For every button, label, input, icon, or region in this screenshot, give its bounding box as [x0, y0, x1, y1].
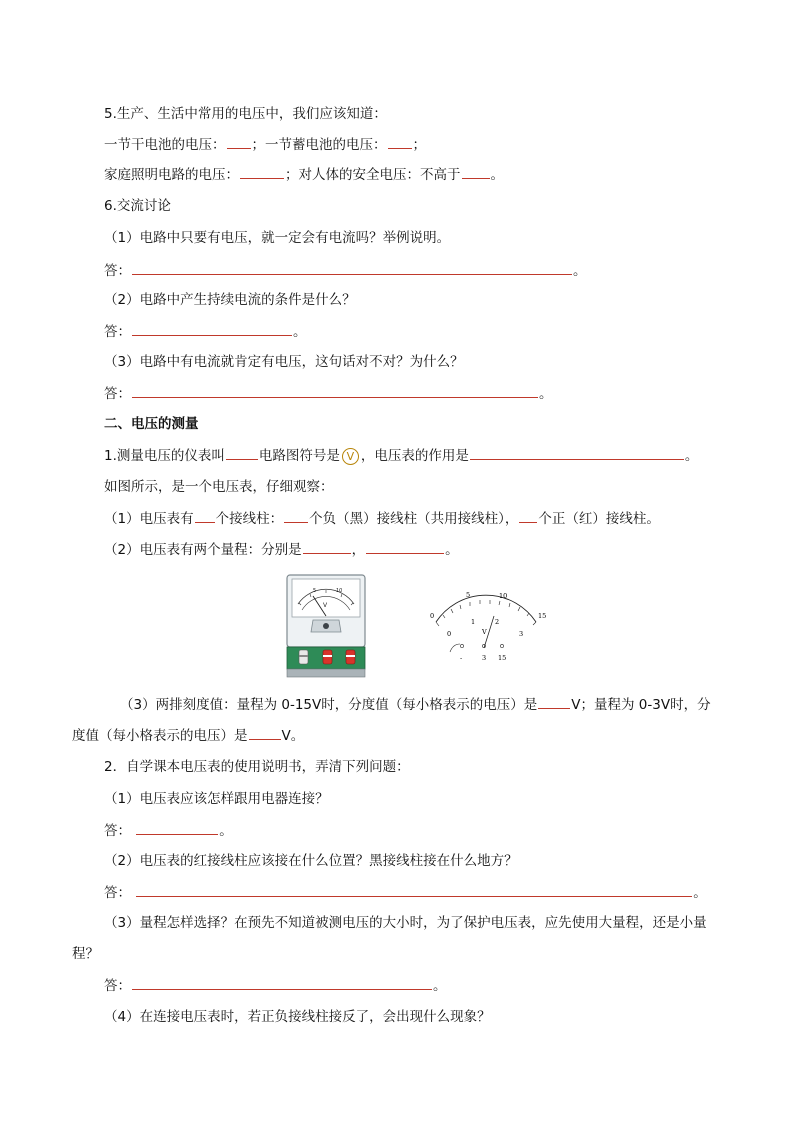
- m1-end: 。: [684, 448, 699, 464]
- answer-label: 答：: [104, 978, 131, 994]
- blank-division-3[interactable]: [249, 725, 281, 740]
- dial-bottom-2: 2: [495, 618, 500, 626]
- answer-blank[interactable]: [132, 260, 572, 275]
- dial-top-10: 10: [499, 592, 508, 600]
- m2-3-question-a: （3）量程怎样选择？在预先不知道被测电压的大小时，为了保护电压表，应先使用大量程，还是小量: [104, 915, 707, 931]
- photo-tick-5: 5: [313, 588, 317, 594]
- m1-1-line: [104, 508, 660, 529]
- blank-safe-voltage[interactable]: [462, 164, 490, 179]
- m1-1-a: （1）电压表有: [104, 511, 194, 527]
- terminal-negative: -: [460, 654, 463, 662]
- m2-1-answer: [104, 820, 233, 841]
- dial-bottom-0: 0: [447, 630, 452, 638]
- period: 。: [293, 324, 307, 340]
- answer-blank[interactable]: [132, 975, 432, 990]
- period: 。: [539, 386, 553, 402]
- dial-bottom-1: 1: [471, 618, 476, 626]
- q5-a-mid: ；一节蓄电池的电压：: [251, 137, 387, 153]
- q5-home-line: [104, 164, 504, 185]
- m2-3-question-b: 程？: [72, 946, 99, 962]
- section-2-title: 二、电压的测量: [104, 416, 199, 432]
- blank-positive-count[interactable]: [519, 508, 537, 523]
- answer-blank[interactable]: [132, 321, 292, 336]
- photo-unit-v: V: [323, 602, 328, 609]
- m2-4-question: （4）在连接电压表时，若正负接线柱接反了，会出现什么现象？: [104, 1009, 491, 1025]
- q5-b-prefix: 家庭照明电路的电压：: [104, 167, 239, 183]
- figure-intro: 如图所示，是一个电压表，仔细观察：: [104, 479, 334, 495]
- photo-tick-10: 10: [336, 588, 343, 594]
- blank-meter-name[interactable]: [226, 445, 258, 460]
- q6-2-answer: [104, 321, 307, 342]
- m1-3-b: V；量程为 0-3V时，分: [571, 697, 711, 713]
- m1-1-d: 个正（红）接线柱。: [538, 511, 660, 527]
- answer-label: 答：: [104, 386, 131, 402]
- voltmeter-photo: [283, 574, 371, 680]
- m1-3-line-a: [120, 694, 711, 715]
- blank-home-voltage[interactable]: [240, 164, 284, 179]
- q6-1-question: （1）电路中只要有电压，就一定会有电流吗？举例说明。: [104, 230, 451, 246]
- dial-bottom-3: 3: [519, 630, 524, 638]
- blank-range-1[interactable]: [303, 539, 351, 554]
- blank-division-15[interactable]: [538, 694, 570, 709]
- voltmeter-dial-diagram: [428, 588, 548, 668]
- q5-a-end: ；: [412, 137, 426, 153]
- m1-prefix: 1.测量电压的仪表叫: [104, 448, 225, 464]
- q5-b-end: 。: [490, 167, 504, 183]
- blank-negative-count[interactable]: [284, 508, 308, 523]
- blank-terminal-count[interactable]: [195, 508, 215, 523]
- q6-3-question: （3）电路中有电流就肯定有电压，这句话对不对？为什么？: [104, 354, 464, 370]
- dial-top-0: 0: [430, 612, 435, 620]
- q5-title: 5.生产、生活中常用的电压中，我们应该知道：: [104, 106, 387, 122]
- m1-after: ，电压表的作用是: [360, 448, 469, 464]
- terminals: [299, 650, 355, 664]
- m1-2-line: [104, 539, 459, 560]
- q5-a-prefix: 一节干电池的电压：: [104, 137, 226, 153]
- m1-3-c: 度值（每小格表示的电压）是: [72, 728, 248, 744]
- m1-1-b: 个接线柱：: [215, 511, 284, 527]
- q6-2-question: （2）电路中产生持续电流的条件是什么？: [104, 292, 356, 308]
- dial-top-15: 15: [538, 612, 547, 620]
- m1-mid: 电路图符号是: [258, 448, 340, 464]
- period: 。: [573, 263, 587, 279]
- m1-3-d: V。: [281, 728, 305, 744]
- dial-unit-v: V: [482, 628, 487, 636]
- answer-label: 答：: [104, 263, 131, 279]
- terminal-3: 3: [482, 654, 487, 662]
- m2-title: 2．自学课本电压表的使用说明书，弄清下列问题：: [104, 759, 410, 775]
- answer-blank[interactable]: [136, 882, 692, 897]
- answer-label: 答：: [104, 324, 131, 340]
- period: 。: [693, 885, 707, 901]
- q6-1-answer: [104, 260, 587, 281]
- m1-2-b: ，: [351, 542, 366, 558]
- voltmeter-symbol-icon: V: [342, 448, 359, 465]
- q6-3-answer: [104, 383, 553, 404]
- m1-3-line-b: [72, 725, 304, 746]
- m1-2-c: 。: [445, 542, 459, 558]
- period: 。: [433, 978, 447, 994]
- m1-3-a: （3）两排刻度值：量程为 0-15V时，分度值（每小格表示的电压）是: [120, 697, 538, 713]
- answer-blank[interactable]: [136, 820, 218, 835]
- terminal-15: 15: [498, 654, 507, 662]
- blank-range-2[interactable]: [366, 539, 444, 554]
- q5-battery-line: [104, 134, 426, 155]
- answer-label: 答：: [104, 823, 131, 839]
- m2-2-answer: [104, 882, 707, 903]
- q5-b-mid: ；对人体的安全电压：不高于: [285, 167, 461, 183]
- q6-title: 6.交流讨论: [104, 198, 171, 214]
- blank-storage-cell[interactable]: [388, 134, 412, 149]
- blank-meter-function[interactable]: [470, 445, 684, 460]
- blank-dry-cell[interactable]: [227, 134, 251, 149]
- m2-2-question: （2）电压表的红接线柱应该接在什么位置？黑接线柱接在什么地方？: [104, 853, 518, 869]
- answer-label: 答：: [104, 885, 131, 901]
- m2-1-question: （1）电压表应该怎样跟用电器连接？: [104, 791, 329, 807]
- answer-blank[interactable]: [132, 383, 538, 398]
- period: 。: [219, 823, 233, 839]
- m1-2-a: （2）电压表有两个量程：分别是: [104, 542, 302, 558]
- m1-line: [104, 445, 698, 466]
- m2-3-answer: [104, 975, 447, 996]
- dial-top-5: 5: [466, 591, 471, 599]
- m1-1-c: 个负（黑）接线柱（共用接线柱），: [309, 511, 519, 527]
